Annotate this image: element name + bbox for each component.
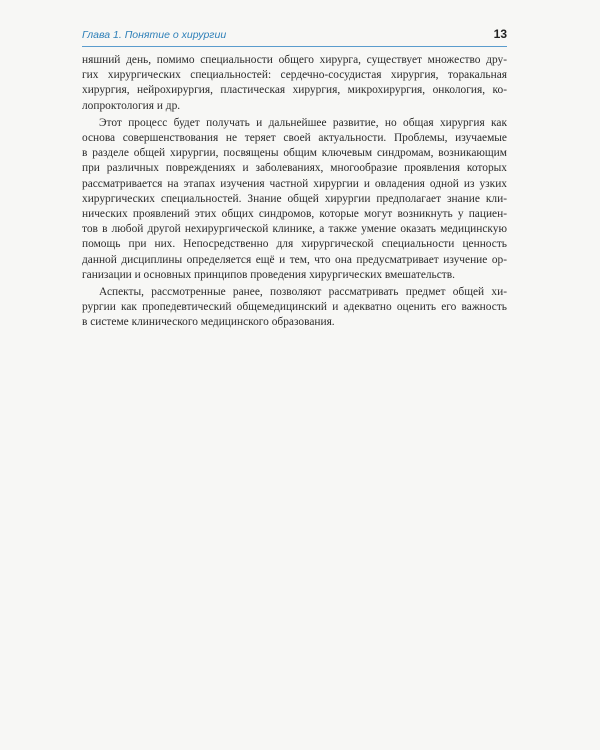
text-line: в разделе общей хирургии, посвящены общим ключевым синдромам, возникающим: [82, 147, 507, 160]
paragraph-2: [82, 116, 507, 283]
text-line: нических проявлений этих общих синдромов, которые могут возникнуть у пациен-: [82, 208, 507, 221]
text-line: основа совершенствования не теряет своей актуальности. Проблемы, изучаемые: [82, 132, 507, 145]
text-line: при различных повреждениях и заболеваниях, многообразие проявления которых: [82, 162, 507, 175]
text-line: лопроктология и др.: [82, 99, 181, 112]
text-line: в системе клинического медицинского образования.: [82, 316, 335, 329]
page-number: 13: [493, 27, 507, 41]
text-line: рассматривается на этапах изучения частной хирургии и овладения одной из узких: [82, 177, 507, 190]
text-line: хирургия, нейрохирургия, пластическая хирургия, микрохирургия, онкология, ко-: [82, 84, 507, 97]
body-text: [82, 53, 507, 331]
text-line: рургии как пропедевтический общемедицинский и адекватно оценить его важность: [82, 301, 507, 314]
text-line: няшний день, помимо специальности общего хирурга, существует множество дру-: [82, 54, 507, 66]
text-line: ганизации и основных принципов проведения хирургических вмешательств.: [82, 268, 456, 281]
text-line: хирургических специальностей. Знание общей хирургии предполагает знание кли-: [82, 192, 507, 205]
text-line: Аспекты, рассмотренные ранее, позволяют рассматривать предмет общей хи-: [99, 286, 507, 299]
text-line: данной дисциплины определяется ещё и тем, что она предусматривает изучение ор-: [82, 253, 507, 266]
text-line: гих хирургических специальностей: сердечно-сосудистая хирургия, торакальная: [82, 69, 507, 82]
text-line: помощь при них. Непосредственно для хирургической специальности ценность: [82, 238, 507, 251]
paragraph-1: [82, 53, 507, 114]
paragraph-3: [82, 285, 507, 331]
text-line: Этот процесс будет получать и дальнейшее развитие, но общая хирургия как: [99, 116, 507, 129]
page-header: [82, 27, 507, 47]
running-title: Глава 1. Понятие о хирургии: [82, 29, 227, 41]
text-line: тов в любой другой нехирургической клинике, а также умение оказать медицинскую: [82, 223, 507, 236]
header-rule: [82, 46, 507, 47]
